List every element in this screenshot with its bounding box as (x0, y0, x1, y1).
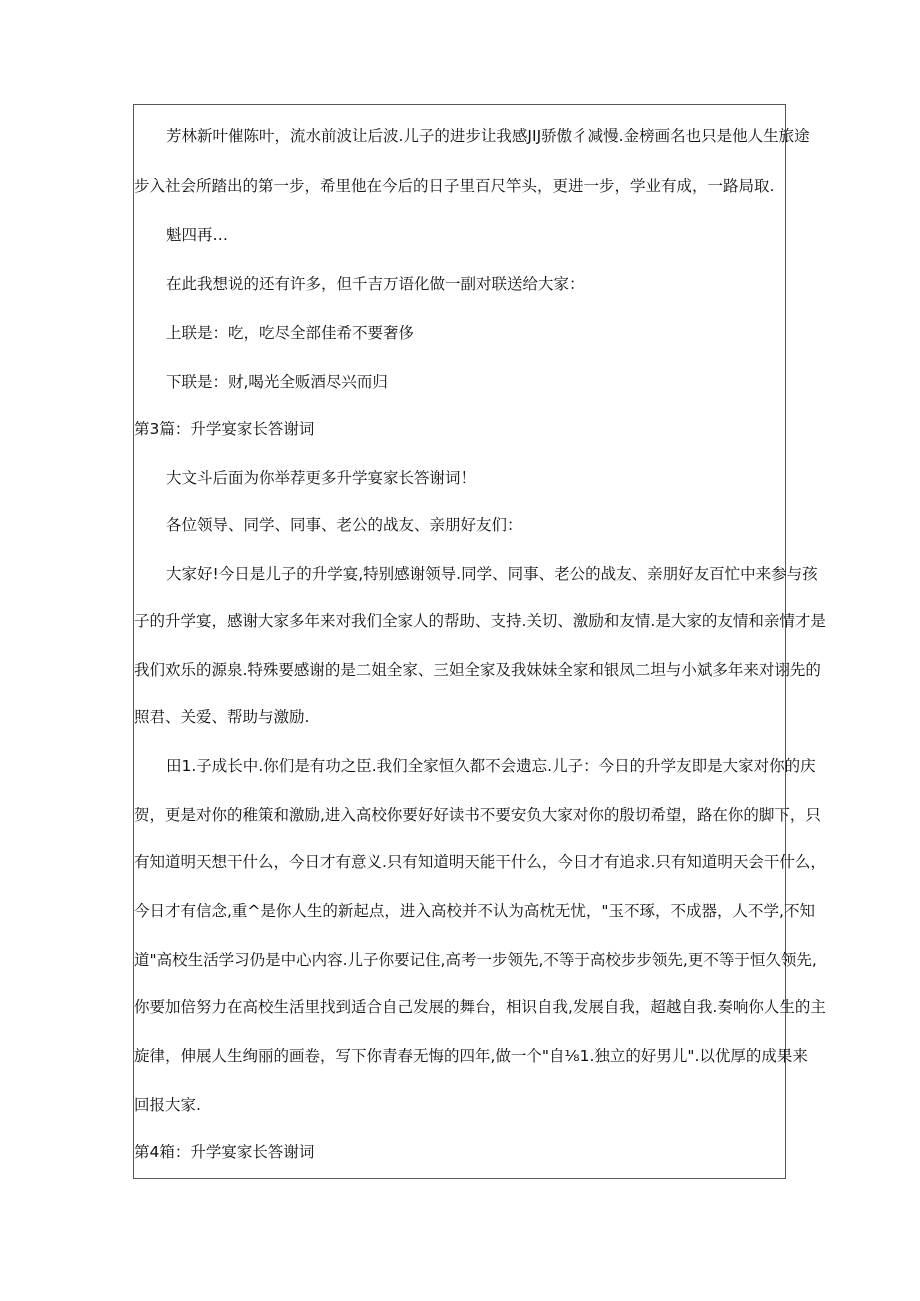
paragraph-4: 上联是：吃，吃尽全部佳希不要奢侈 (166, 324, 415, 342)
page-frame (133, 104, 786, 1179)
paragraph-9-line-5: 道"高校生活学习仍是中心内容.儿子你要记住,高考一步领先,不等于高校步步领先,更不等于恒久领先, (134, 951, 817, 969)
paragraph-6: 大文斗后面为你举荐更多升学宴家长答谢词！ (166, 469, 477, 487)
paragraph-8-line-1: 大家好!今日是儿子的升学宴,特别感谢领导.同学、同事、老公的战友、亲朋好友百忙中来参与孩 (166, 565, 818, 583)
paragraph-9-line-8: 回报大家. (134, 1096, 201, 1114)
paragraph-5: 下联是：财,喝光全贩酒尽兴而归 (166, 373, 388, 391)
paragraph-8-line-2: 子的升学宴，感谢大家多年来对我们全家人的帮助、支持.关切、激励和友情.是大家的友情和亲情才是 (134, 612, 826, 630)
section-heading-4: 第4箱：升学宴家长答谢词 (134, 1143, 315, 1161)
paragraph-9-line-4: 今日才有信念,重^是你人生的新起点，进入高校并不认为高枕无忧，"玉不琢，不成器，人不学,不知 (134, 902, 815, 920)
paragraph-8-line-3: 我们欢乐的源泉.特殊要感谢的是二姐全家、三妲全家及我妹妹全家和银凤二坦与小斌多年来对诩先的 (134, 661, 821, 679)
paragraph-3: 在此我想说的还有许多，但千吉万语化做一副对联送给大家： (166, 275, 585, 293)
paragraph-1-line-1: 芳林新叶催陈叶，流水前波让后波.儿子的进步让我感JIJ骄傲彳减慢.金榜画名也只是他人生旅途 (166, 127, 810, 145)
paragraph-8-line-4: 照君、关爱、帮助与激励. (134, 708, 310, 726)
paragraph-9-line-6: 你要加倍努力在高校生活里找到适合自己发展的舞台，相识自我,发展自我，超越自我.奏响你人生的主 (134, 998, 826, 1016)
paragraph-9-line-3: 有知道明天想干什么，今日才有意义.只有知道明天能干什么，今日才有追求.只有知道明天会干什么， (134, 853, 826, 871)
paragraph-1-line-2: 步入社会所踏出的第一步，希里他在今后的日子里百尺竿头，更进一步，学业有成，一路局取. (134, 177, 775, 195)
section-heading-3: 第3篇：升学宴家长答谢词 (134, 420, 315, 438)
paragraph-2: 魁四再… (166, 226, 229, 244)
paragraph-9-line-7: 旋律，伸展人生绚丽的画卷，写下你青春无悔的四年,做一个"自⅛1.独立的好男儿".以优厚的成果来 (134, 1047, 808, 1065)
paragraph-7: 各位领导、同学、同事、老公的战友、亲朋好友们： (166, 516, 523, 534)
paragraph-9-line-2: 贺，更是对你的稚策和激励,进入高校你要好好读书不要安负大家对你的殷切希望，路在你的脚下，只 (134, 806, 821, 824)
paragraph-9-line-1: 田1.子成长中.你们是有功之臣.我们全家恒久都不会遗忘.儿子：今日的升学友即是大家对你的庆 (166, 757, 816, 775)
